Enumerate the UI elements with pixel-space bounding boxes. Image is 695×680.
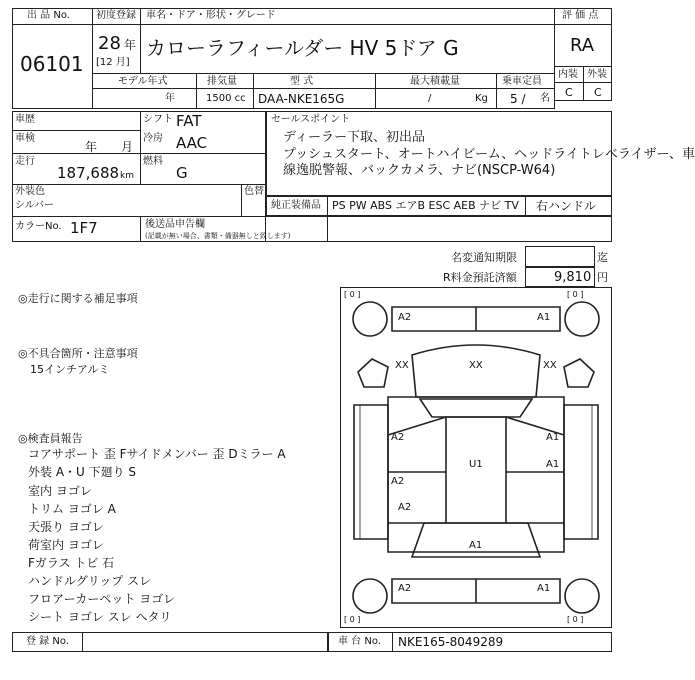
mark-front-left-fender: XX <box>395 360 409 371</box>
mileage-label: 走行 <box>15 156 35 167</box>
mark-front-bumper-left: A2 <box>398 312 412 323</box>
corner-mark-bottom-left: [ 0 ] <box>344 615 361 624</box>
model-year-label: モデル年式 <box>118 76 168 87</box>
car-name: カローラフィールダー HV 5ドア G <box>146 36 459 60</box>
mark-left-quarter: A2 <box>398 502 412 513</box>
color-no-value: 1F7 <box>70 219 98 237</box>
recycle-value: 9,810 <box>554 270 592 285</box>
color-no-label: カラーNo. <box>15 221 62 232</box>
model-year-unit: 年 <box>165 93 175 104</box>
deadline-unit: 迄 <box>597 251 608 264</box>
inspector-line: トリム ヨゴレ A <box>28 502 116 516</box>
mark-rear-gate: A1 <box>469 540 483 551</box>
shift-value: FAT <box>176 112 202 130</box>
shaken-year: 年 <box>85 140 98 154</box>
defects-text: 15インチアルミ <box>30 363 110 376</box>
capacity-value: 5 / <box>510 92 526 106</box>
mark-hood: XX <box>469 360 483 371</box>
interior-label: 内装 <box>558 69 578 80</box>
inspector-line: 荷室内 ヨゴレ <box>28 538 104 552</box>
inspector-line: 外装 A・U 下廻り S <box>28 465 137 479</box>
mark-front-right-fender: XX <box>543 360 557 371</box>
inspector-title: ◎検査員報告 <box>18 432 83 445</box>
type-value: DAA-NKE165G <box>258 92 345 106</box>
corner-mark-top-left: [ 0 ] <box>344 290 361 299</box>
max-load-unit: Kg <box>475 93 488 104</box>
mileage-unit: km <box>120 171 134 181</box>
shift-label: シフト <box>143 114 173 125</box>
mark-front-bumper-right: A1 <box>537 312 551 323</box>
fuel-label: 燃料 <box>143 156 163 167</box>
ac-label: 冷房 <box>143 133 163 144</box>
ac-value: AAC <box>176 134 208 152</box>
equipment-items: PS PW ABS エアB ESC AEB ナビ TV <box>332 199 519 212</box>
mileage-value: 187,688 <box>57 164 120 182</box>
inspector-line: シート ヨゴレ スレ ヘタリ <box>28 610 172 624</box>
chassis-no-value: NKE165-8049289 <box>398 635 504 649</box>
car-diagram-outline <box>340 287 612 628</box>
sales-points-line-1: ディーラー下取、初出品 <box>283 130 425 145</box>
displacement-label: 排気量 <box>207 76 237 87</box>
first-reg-year: 28 <box>98 33 121 54</box>
shaken-month: 月 <box>121 140 134 154</box>
inspector-line: 天張り ヨゴレ <box>28 520 104 534</box>
inspector-line: Fガラス トビ 石 <box>28 556 115 570</box>
mark-rear-bumper-left: A2 <box>398 583 412 594</box>
lot-no-label: 出 品 No. <box>27 10 70 21</box>
driving-notes-title: ◎走行に関する補足事項 <box>18 292 138 305</box>
deadline-label: 名変通知期限 <box>451 251 517 264</box>
mark-left-rear-door: A2 <box>391 476 405 487</box>
mark-left-front-door: A2 <box>391 432 405 443</box>
equipment-extra-box <box>327 216 612 242</box>
equipment-label: 純正装備品 <box>271 200 321 211</box>
recycle-unit: 円 <box>597 271 608 284</box>
deadline-field <box>525 246 595 267</box>
recycle-label: R料金預託済額 <box>443 271 517 284</box>
car-name-label: 車名・ドア・形状・グレード <box>146 10 276 21</box>
first-reg-year-unit: 年 <box>124 38 137 52</box>
max-load-label: 最大積載量 <box>410 76 460 87</box>
interior-grade: C <box>565 86 573 99</box>
first-reg-label: 初度登録 <box>96 10 136 21</box>
inspector-line: コアサポート 歪 Fサイドメンバー 歪 Dミラー A <box>28 447 286 461</box>
shaken-label: 車検 <box>15 133 35 144</box>
outer-color-value: シルバー <box>15 200 55 211</box>
capacity-label: 乗車定員 <box>502 76 542 87</box>
max-load-slash: / <box>428 93 432 104</box>
score-label: 評 価 点 <box>562 10 599 21</box>
score-value: RA <box>570 35 595 56</box>
exterior-label: 外装 <box>587 69 607 80</box>
mark-roof: U1 <box>469 459 483 470</box>
lot-no-value: 06101 <box>20 52 84 76</box>
reg-no-label: 登 録 No. <box>26 636 69 647</box>
mark-right-front-door: A1 <box>546 432 560 443</box>
corner-mark-bottom-right: [ 0 ] <box>567 615 584 624</box>
aftermarket-note: (記載が無い場合、書類・備器無しと致します) <box>145 232 291 240</box>
color-change-label: 色替 <box>244 186 264 197</box>
fuel-value: G <box>176 164 188 182</box>
sales-points-label: セールスポイント <box>271 114 351 125</box>
displacement-value: 1500 cc <box>206 93 246 104</box>
first-reg-month: [12 月] <box>96 57 130 68</box>
type-label: 型 式 <box>290 76 314 87</box>
sales-points-line-2: プッシュスタート、オートハイビーム、ヘッドライトレベライザー、車 <box>283 147 695 162</box>
inspector-line: フロアーカーペット ヨゴレ <box>28 592 176 606</box>
sales-points-line-3: 線逸脱警報、バックカメラ、ナビ(NSCP-W64) <box>283 163 556 178</box>
outer-color-label: 外装色 <box>15 186 45 197</box>
chassis-no-label: 車 台 No. <box>338 636 381 647</box>
mark-right-rear-door: A1 <box>546 459 560 470</box>
inspector-line: 室内 ヨゴレ <box>28 484 92 498</box>
mark-rear-bumper-right: A1 <box>537 583 551 594</box>
handle-position: 右ハンドル <box>536 199 597 213</box>
corner-mark-top-right: [ 0 ] <box>567 290 584 299</box>
capacity-unit: 名 <box>540 93 550 104</box>
history-label: 車歴 <box>15 114 35 125</box>
aftermarket-label: 後送品申告欄 <box>145 219 205 230</box>
defects-title: ◎不具合箇所・注意事項 <box>18 347 138 360</box>
inspector-line: ハンドルグリップ スレ <box>28 574 152 588</box>
exterior-grade: C <box>594 86 602 99</box>
